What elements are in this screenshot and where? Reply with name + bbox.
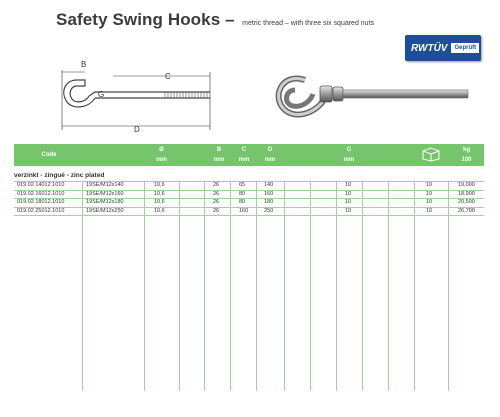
cell-code: 019.02.14012.1010 [17, 182, 65, 188]
cell-d: 180 [264, 199, 274, 205]
cell-code: 019.02.25012.1010 [17, 207, 65, 214]
table-row [14, 182, 484, 191]
cell-g: 10 [345, 199, 352, 205]
cell-d: 140 [264, 182, 274, 188]
cell-pack: 10 [426, 207, 433, 214]
cell-c: 80 [239, 199, 246, 205]
dimension-label-b: B [81, 60, 87, 69]
table-header [14, 144, 484, 166]
cell-c: 80 [239, 190, 246, 197]
product-table [14, 144, 484, 214]
cell-code: 019.02.18012.1010 [17, 199, 65, 205]
cell-g: 10 [345, 182, 352, 188]
page-subtitle: metric thread – with three six squared nuts [242, 20, 375, 27]
table-row [14, 208, 484, 217]
section-label: verzinkt - zingué - zinc plated [14, 172, 105, 179]
column-code: Code [41, 152, 57, 158]
cell-g: 10 [345, 190, 352, 197]
column-d: D [267, 147, 273, 153]
cell-type: 19SE/M12x250 [86, 207, 124, 214]
cell-diameter: 10,6 [154, 190, 165, 197]
dimension-label-c: C [165, 72, 171, 81]
column-diameter-unit: mm [156, 157, 167, 163]
cell-kg: 20,500 [458, 199, 475, 205]
table-row [14, 191, 484, 200]
cell-c: 65 [239, 182, 246, 188]
cell-type: 19SE/M12x180 [86, 199, 124, 205]
title-row [56, 10, 374, 30]
cell-kg: 18,900 [458, 190, 475, 197]
cell-d: 160 [264, 190, 274, 197]
hook-technical-drawing [55, 50, 225, 140]
badge-text: Geprüft [451, 43, 479, 53]
cell-d: 250 [264, 207, 274, 214]
certification-badge [405, 35, 481, 61]
cell-code: 019.02.16012.1010 [17, 190, 65, 197]
column-c-unit: mm [238, 157, 250, 163]
column-kg-unit: 100 [461, 157, 472, 163]
page-title: Safety Swing Hooks – [56, 10, 235, 29]
column-c: C [241, 147, 247, 153]
cell-diameter: 10,6 [154, 199, 165, 205]
cell-kg: 26,700 [458, 207, 475, 214]
cell-b: 26 [213, 190, 220, 197]
dimension-label-g: G [98, 90, 105, 99]
table-row [14, 199, 484, 208]
badge-logo: RWTÜV [411, 42, 448, 54]
cell-g: 10 [345, 207, 352, 214]
cell-b: 26 [213, 207, 220, 214]
box-icon [419, 146, 443, 164]
cell-pack: 10 [426, 190, 433, 197]
dimension-label-d: D [134, 125, 140, 134]
cell-diameter: 10,6 [154, 207, 165, 214]
cell-pack: 10 [426, 199, 433, 205]
column-b: B [216, 147, 222, 153]
hook-product-photo [265, 62, 480, 132]
table-body [14, 181, 484, 391]
cell-type: 19SE/M12x160 [86, 190, 124, 197]
cell-kg: 19,000 [458, 182, 475, 188]
cell-type: 19SE/M12x140 [86, 182, 124, 188]
column-g: G [346, 147, 352, 153]
cell-b: 26 [213, 182, 220, 188]
column-g-unit: mm [343, 157, 355, 163]
column-diameter: Ø [159, 147, 164, 153]
column-d-unit: mm [264, 157, 276, 163]
column-kg: kg [462, 147, 470, 153]
column-b-unit: mm [213, 157, 225, 163]
cell-b: 26 [213, 199, 220, 205]
cell-pack: 10 [426, 182, 433, 188]
cell-c: 160 [239, 207, 249, 214]
cell-diameter: 10,6 [154, 182, 165, 188]
